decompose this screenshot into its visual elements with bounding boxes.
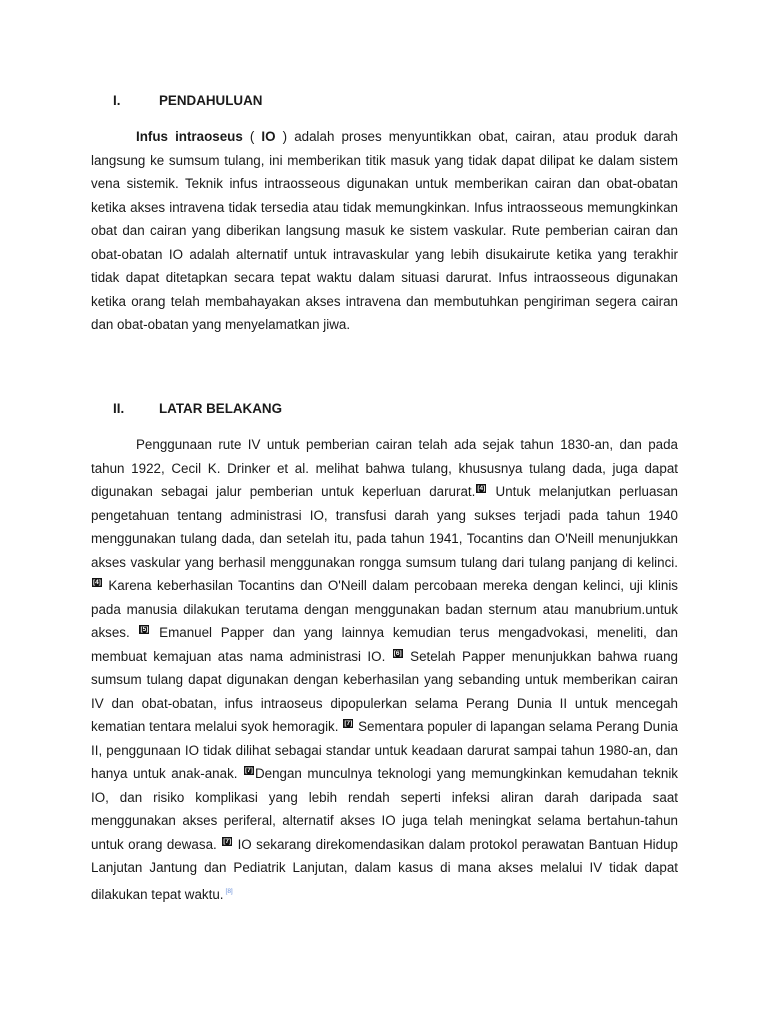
paragraph-text: Emanuel Papper dan yang lainnya kemudian terus mengadvokasi, meneliti, dan membuat kemajuan atas nama administrasi IO. [91,625,678,664]
citation-marker[interactable]: [4] [477,485,486,492]
citation-marker[interactable]: [7] [245,767,253,774]
citation-link[interactable]: [8] [225,887,233,895]
section-heading-latar-belakang [113,401,282,416]
paragraph-text: Karena keberhasilan Tocantins dan O'Neill dalam percobaan mereka dengan kelinci, uji klinis pada manusia dilakukan terutama dengan menggunakan badan sternum atau manubrium.untuk akses. [91,578,678,640]
section-number: I. [113,93,121,108]
paragraph-text: adalah proses menyuntikkan obat, cairan, atau produk darah langsung ke sumsum tulang, ini memberikan titik masuk yang tidak dapat dilipat ke dalam sistem vena sistemik. Teknik infus intraosseous digunakan untuk memberikan cairan dan obat-obatan ketika akses intravena tidak tersedia atau tidak memungkinkan. Infus intraosseous memungkinkan obat dan cairan yang diberikan langsung masuk ke sistem vaskular. Rute pemberian cairan dan obat-obatan IO adalah alternatif untuk intravaskular yang lebih disukairute ketika yang terakhir tidak dapat ditetapkan secara tepat waktu dalam situasi darurat. Infus intraosseous digunakan ketika orang telah membahayakan akses intravena dan membutuhkan pengiriman segera cairan dan obat-obatan yang menyelamatkan jiwa. [91,129,678,332]
section-title: LATAR BELAKANG [159,401,282,416]
citation-marker[interactable]: [7] [223,837,232,845]
paragraph-text: Untuk melanjutkan perluasan pengetahuan tentang administrasi IO, transfusi darah yang sukses terjadi pada tahun 1940 menggunakan tulang dada, dan setelah itu, pada tahun 1941, Tocantins dan O'Neill menunjukkan akses vaskular yang berhasil menggunakan rongga sumsum tulang dari tulang panjang di kelinci. [91,484,678,570]
section-heading-pendahuluan [113,93,262,108]
paragraph-text: IO sekarang direkomendasikan dalam protokol perawatan Bantuan Hidup Lanjutan Jantung dan Pediatrik Lanjutan, dalam kasus di mana akses melalui IV tidak dapat dilakukan tepat waktu. [91,836,678,902]
section-number: II. [113,401,125,416]
paragraph-latar-belakang [91,433,678,906]
citation-marker[interactable]: [4] [93,579,101,586]
citation-marker[interactable]: [5] [140,626,149,633]
term-bold: Infus intraoseus [136,129,243,144]
paragraph-text: Dengan munculnya teknologi yang memungkinkan kemudahan teknik IO, dan risiko komplikasi yang lebih rendah seperti infeksi aliran darah daripada saat menggunakan akses periferal, alternatif akses IO juga telah meningkat selama bertahun-tahun untuk orang dewasa. [91,766,678,852]
paragraph-text: Penggunaan rute IV untuk pemberian cairan telah ada sejak tahun 1830-an, dan pada tahun 1922, Cecil K. Drinker et al. melihat bahwa tulang, khususnya tulang dada, juga dapat digunakan sebagai jalur pemberian untuk keperluan darurat. [91,437,678,499]
paragraph-pendahuluan: Infus intraoseus ( IO ) adalah proses menyuntikkan obat, cairan, atau produk darah langsung ke sumsum tulang, ini memberikan titik masuk yang tidak dapat dilipat ke dalam sistem vena sistemik. Teknik infus intraosseous digunakan untuk memberikan cairan dan obat-obatan ketika akses intravena tidak tersedia atau tidak memungkinkan. Infus intraosseous memungkinkan obat dan cairan yang diberikan langsung masuk ke sistem vaskular. Rute pemberian cairan dan obat-obatan IO adalah alternatif untuk intravaskular yang lebih disukairute ketika yang terakhir tidak dapat ditetapkan secara tepat waktu dalam situasi darurat. Infus intraosseous digunakan ketika orang telah membahayakan akses intravena dan membutuhkan pengiriman segera cairan dan obat-obatan yang menyelamatkan jiwa. [91,129,678,332]
section-title: PENDAHULUAN [159,93,263,108]
abbr-bold: IO [261,129,276,144]
paragraph-text: Sementara populer di lapangan selama Perang Dunia II, penggunaan IO tidak dilihat sebagai standar untuk keadaan darurat sampai tahun 1980-an, dan hanya untuk anak-anak. [91,719,678,781]
citation-marker[interactable]: [6] [393,649,402,657]
paragraph-text: Setelah Papper menunjukkan bahwa ruang sumsum tulang dapat digunakan dengan keberhasilan yang sebanding untuk memberikan cairan IV dan obat-obatan, infus intraoseus dipopulerkan selama Perang Dunia II untuk mencegah kematian tentara melalui syok hemoragik. [91,648,678,734]
citation-marker[interactable]: [7] [344,720,353,727]
